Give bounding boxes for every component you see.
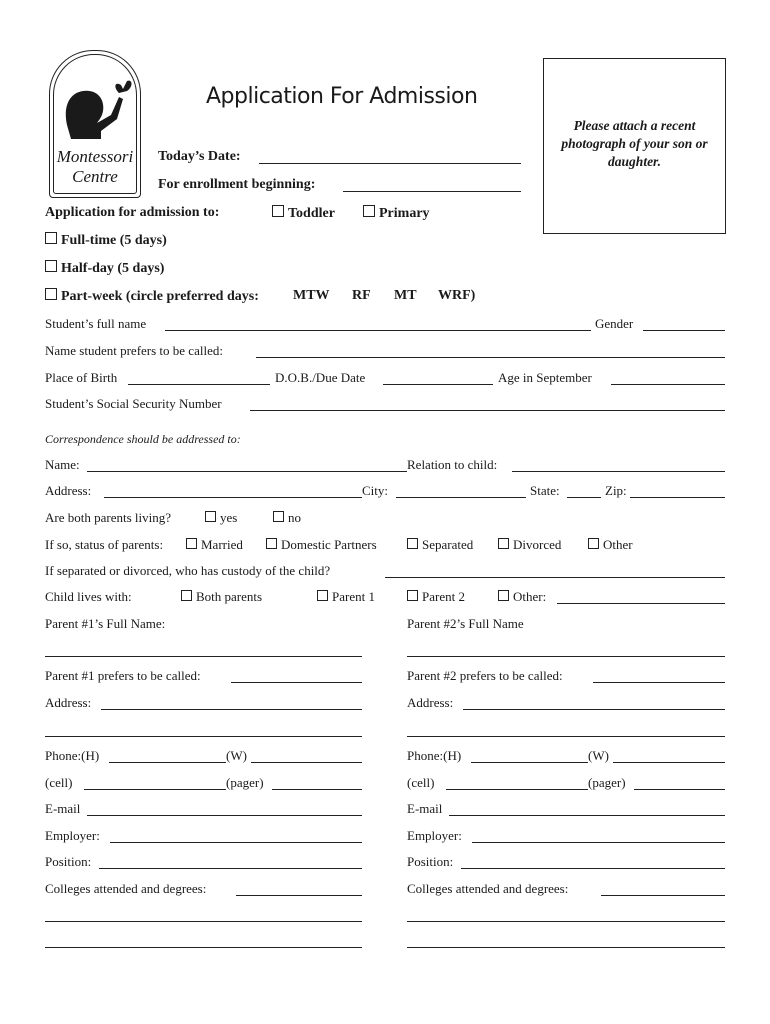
divorced-label: Divorced [513, 537, 562, 552]
corr-name-field[interactable] [87, 471, 407, 472]
zip-field[interactable] [630, 497, 725, 498]
other-label: Other [603, 537, 633, 552]
photo-attachment-box [543, 58, 726, 234]
relation-field[interactable] [512, 471, 725, 472]
parent1-name-field[interactable] [45, 656, 362, 657]
todays-date-field[interactable] [259, 163, 521, 164]
photo-note: Please attach a recent photograph of your son or daughter. [561, 118, 708, 169]
primary-label: Primary [379, 206, 430, 221]
married-label: Married [201, 537, 243, 552]
half-day-option[interactable] [45, 260, 164, 277]
parents-living-yes[interactable] [205, 510, 237, 526]
enrollment-field[interactable] [343, 191, 521, 192]
child-butterfly-icon [53, 67, 137, 147]
parent2-email-label: E-mail [407, 801, 443, 816]
parent2-prefers-field[interactable] [593, 682, 725, 683]
lives-parent1[interactable] [317, 589, 375, 605]
status-other[interactable] [588, 537, 633, 553]
parents-living-no[interactable] [273, 510, 301, 526]
custody-field[interactable] [385, 577, 725, 578]
parent1-employer-label: Employer: [45, 828, 100, 843]
parent1-colleges-line2[interactable] [45, 921, 362, 922]
status-domestic[interactable] [266, 537, 377, 553]
parent1-position-label: Position: [45, 854, 92, 869]
parent2-address-field[interactable] [463, 709, 725, 710]
student-prefers-label: Name student prefers to be called: [45, 343, 223, 358]
no-label: no [288, 510, 301, 525]
primary-option[interactable] [363, 205, 430, 222]
toddler-checkbox[interactable] [272, 205, 284, 217]
parent1-address-label: Address: [45, 695, 92, 710]
parent1-position-field[interactable] [99, 868, 362, 869]
parent1-address-field[interactable] [101, 709, 362, 710]
parent2-colleges-line2[interactable] [407, 921, 725, 922]
domestic-checkbox[interactable] [266, 538, 277, 549]
no-checkbox[interactable] [273, 511, 284, 522]
corr-address-label: Address: [45, 483, 92, 498]
age-label: Age in September [498, 370, 592, 385]
parent2-checkbox[interactable] [407, 590, 418, 601]
yes-label: yes [220, 510, 238, 525]
both-parents-checkbox[interactable] [181, 590, 192, 601]
relation-label: Relation to child: [407, 457, 498, 472]
dob-label: D.O.B./Due Date [275, 370, 366, 385]
separated-label: Separated [422, 537, 474, 552]
part-week-checkbox[interactable] [45, 288, 57, 300]
parent1-phone-h-label: Phone:(H) [45, 748, 100, 763]
parent2-prefers-label: Parent #2 prefers to be called: [407, 668, 563, 683]
lives-with-label: Child lives with: [45, 589, 132, 604]
enrollment-label: For enrollment beginning: [158, 177, 316, 192]
parent1-pager-label: (pager) [226, 775, 264, 790]
parent1-phone-w-label: (W) [226, 748, 247, 763]
parent1-prefers-field[interactable] [231, 682, 362, 683]
parent1-colleges-line3[interactable] [45, 947, 362, 948]
parent2-cell-field[interactable] [446, 789, 588, 790]
domestic-label: Domestic Partners [281, 537, 377, 552]
full-time-checkbox[interactable] [45, 232, 57, 244]
parent2-email-field[interactable] [449, 815, 725, 816]
parent1-name-label: Parent #1’s Full Name: [45, 616, 166, 631]
custody-label: If separated or divorced, who has custody of the child? [45, 563, 331, 578]
city-label: City: [362, 483, 389, 498]
parent2-employer-field[interactable] [472, 842, 725, 843]
parent1-cell-field[interactable] [84, 789, 226, 790]
student-name-field[interactable] [165, 330, 591, 331]
state-field[interactable] [567, 497, 601, 498]
other-checkbox[interactable] [588, 538, 599, 549]
separated-checkbox[interactable] [407, 538, 418, 549]
parent2-colleges-label: Colleges attended and degrees: [407, 881, 569, 896]
parent2-label: Parent 2 [422, 589, 465, 604]
parent2-colleges-field[interactable] [601, 895, 725, 896]
parent1-phone-h-field[interactable] [109, 762, 226, 763]
day-mtw[interactable]: MTW [293, 288, 330, 303]
student-name-label: Student’s full name [45, 316, 147, 331]
parent2-employer-label: Employer: [407, 828, 462, 843]
parent2-address-label: Address: [407, 695, 454, 710]
day-rf[interactable]: RF [352, 288, 371, 303]
parent1-colleges-label: Colleges attended and degrees: [45, 881, 207, 896]
day-mt[interactable]: MT [394, 288, 417, 303]
lives-parent2[interactable] [407, 589, 465, 605]
toddler-option[interactable] [272, 205, 335, 222]
age-field[interactable] [611, 384, 725, 385]
parent2-phone-h-field[interactable] [471, 762, 588, 763]
lives-both[interactable] [181, 589, 262, 605]
place-of-birth-field[interactable] [128, 384, 270, 385]
parents-living-label: Are both parents living? [45, 510, 171, 525]
half-day-checkbox[interactable] [45, 260, 57, 272]
full-time-option[interactable] [45, 232, 167, 249]
lives-other-label: Other: [513, 589, 547, 604]
gender-field[interactable] [643, 330, 725, 331]
toddler-label: Toddler [288, 206, 335, 221]
parent1-label: Parent 1 [332, 589, 375, 604]
gender-label: Gender [595, 316, 634, 331]
page-title: Application For Admission [206, 84, 478, 109]
corr-name-label: Name: [45, 457, 80, 472]
city-field[interactable] [396, 497, 526, 498]
dob-field[interactable] [383, 384, 493, 385]
status-married[interactable] [186, 537, 243, 553]
parent2-phone-w-field[interactable] [613, 762, 725, 763]
parent2-pager-field[interactable] [634, 789, 725, 790]
parent2-phone-h-label: Phone:(H) [407, 748, 462, 763]
parent1-checkbox[interactable] [317, 590, 328, 601]
parent2-phone-w-label: (W) [588, 748, 609, 763]
zip-label: Zip: [605, 483, 627, 498]
primary-checkbox[interactable] [363, 205, 375, 217]
student-prefers-field[interactable] [256, 357, 725, 358]
parent2-name-label: Parent #2’s Full Name [407, 616, 524, 631]
lives-other-field[interactable] [557, 603, 725, 604]
logo-text-line2: Centre [72, 167, 118, 186]
todays-date-label: Today’s Date: [158, 149, 241, 164]
parent2-cell-label: (cell) [407, 775, 435, 790]
parent1-employer-field[interactable] [110, 842, 362, 843]
parent2-name-field[interactable] [407, 656, 725, 657]
parent1-email-field[interactable] [87, 815, 362, 816]
yes-checkbox[interactable] [205, 511, 216, 522]
married-checkbox[interactable] [186, 538, 197, 549]
parent1-address-line2[interactable] [45, 736, 362, 737]
day-wrf[interactable]: WRF) [438, 288, 476, 303]
parent1-email-label: E-mail [45, 801, 81, 816]
lives-other[interactable] [498, 589, 546, 605]
status-divorced[interactable] [498, 537, 561, 553]
parent1-phone-w-field[interactable] [251, 762, 362, 763]
parent2-pager-label: (pager) [588, 775, 626, 790]
half-day-label: Half-day (5 days) [61, 261, 165, 276]
ssn-label: Student’s Social Security Number [45, 396, 222, 411]
status-label: If so, status of parents: [45, 537, 164, 552]
logo-text-line1: Montessori [56, 147, 134, 166]
part-week-option[interactable] [45, 288, 259, 305]
parent2-address-line2[interactable] [407, 736, 725, 737]
place-of-birth-label: Place of Birth [45, 370, 118, 385]
parent2-position-field[interactable] [461, 868, 725, 869]
lives-other-checkbox[interactable] [498, 590, 509, 601]
program-label: Application for admission to: [45, 205, 220, 220]
state-label: State: [530, 483, 560, 498]
parent1-prefers-label: Parent #1 prefers to be called: [45, 668, 201, 683]
correspondence-heading: Correspondence should be addressed to: [45, 432, 241, 446]
ssn-field[interactable] [250, 410, 725, 411]
parent1-colleges-field[interactable] [236, 895, 362, 896]
status-separated[interactable] [407, 537, 473, 553]
school-logo [49, 50, 141, 198]
corr-address-field[interactable] [104, 497, 362, 498]
both-parents-label: Both parents [196, 589, 263, 604]
parent2-colleges-line3[interactable] [407, 947, 725, 948]
parent1-cell-label: (cell) [45, 775, 73, 790]
parent1-pager-field[interactable] [272, 789, 362, 790]
part-week-label: Part-week (circle preferred days: [61, 289, 259, 304]
parent2-position-label: Position: [407, 854, 454, 869]
divorced-checkbox[interactable] [498, 538, 509, 549]
full-time-label: Full-time (5 days) [61, 233, 167, 248]
